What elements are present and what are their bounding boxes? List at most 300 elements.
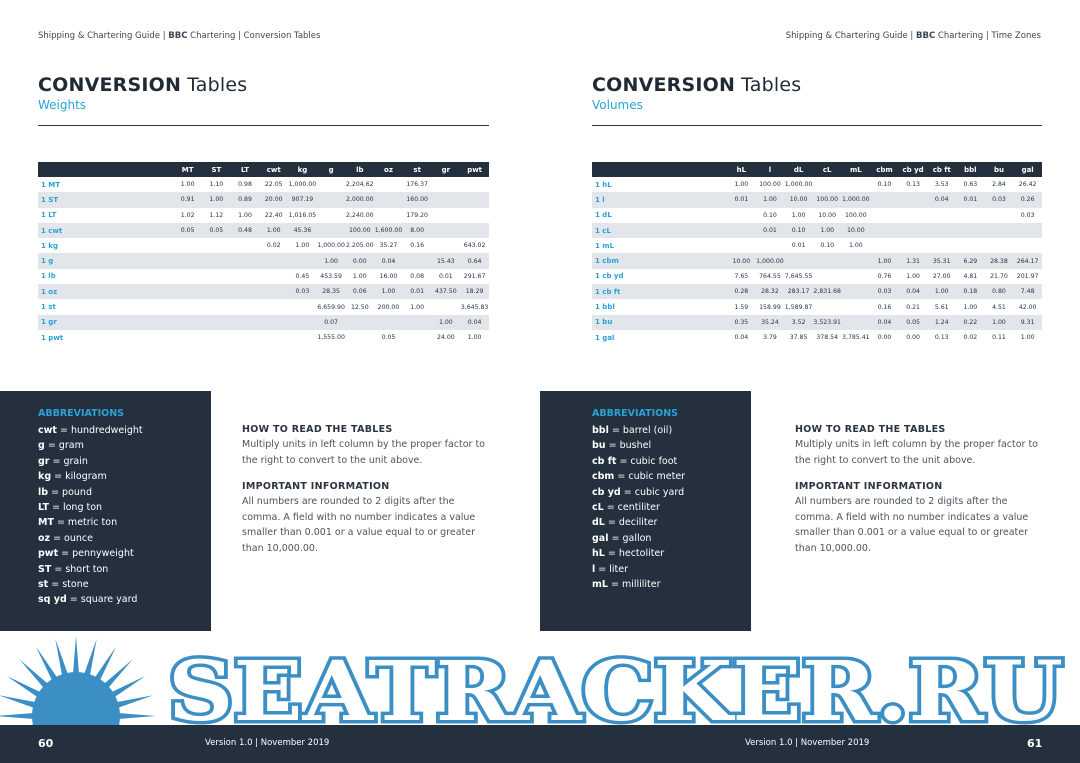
table-cell: 176.37 — [406, 181, 428, 189]
running-head: Shipping & Chartering Guide | BBC Chartering | Time Zones — [785, 31, 1041, 41]
row-label: 1 gal — [595, 333, 615, 342]
abbreviation-meaning: = gram — [44, 440, 84, 452]
table-cell — [345, 330, 374, 345]
row-label: 1 cL — [592, 223, 727, 238]
table-cell: 0.28 — [727, 284, 756, 299]
table-cell: 0.00 — [877, 334, 892, 342]
table-cell — [1013, 223, 1042, 238]
column-header: lb — [345, 162, 374, 177]
table-cell — [842, 299, 871, 314]
table-cell: 0.05 — [202, 223, 231, 238]
table-row — [38, 223, 489, 238]
table-cell — [374, 177, 403, 192]
table-cell: 2,204.62 — [346, 181, 374, 189]
column-header: MT — [173, 162, 202, 177]
table-cell: 3.79 — [763, 334, 777, 342]
table-cell: 28.32 — [756, 284, 785, 299]
abbreviation-key: gal — [592, 532, 609, 544]
abbreviation-item — [38, 423, 211, 438]
abbreviation-meaning: = pound — [48, 486, 92, 498]
table-cell: 200.00 — [377, 303, 400, 311]
row-label: 1 LT — [41, 211, 57, 220]
how-to-read-heading: HOW TO READ THE TABLES — [795, 424, 946, 435]
table-cell — [231, 284, 260, 299]
table-cell: 24.00 — [437, 334, 455, 342]
table-cell: 1.12 — [209, 211, 224, 219]
abbreviation-key: l — [592, 563, 596, 575]
table-cell — [259, 253, 288, 268]
table-cell — [956, 208, 985, 223]
table-cell: 0.10 — [820, 242, 835, 250]
table-cell: 2,000.00 — [345, 192, 374, 207]
table-cell: 1.00 — [374, 284, 403, 299]
table-cell — [899, 223, 928, 238]
row-label: 1 lb — [41, 272, 56, 281]
abbreviation-item — [592, 546, 751, 561]
table-cell — [403, 253, 432, 268]
table-cell: 1.24 — [927, 315, 956, 330]
table-cell: 1,555.00 — [317, 334, 345, 342]
table-cell: 291.67 — [463, 272, 486, 280]
table-cell: 1.00 — [906, 272, 920, 280]
table-row — [38, 330, 489, 345]
table-cell — [288, 253, 317, 268]
page-title: CONVERSION Tables — [38, 74, 248, 96]
table-row — [592, 238, 1042, 253]
table-cell — [460, 192, 489, 207]
sun-ray — [84, 639, 97, 677]
table-cell: 0.03 — [870, 284, 899, 299]
table-cell — [202, 315, 231, 330]
table-cell: 1.00 — [813, 223, 842, 238]
table-cell: 4.81 — [963, 272, 978, 280]
row-label: 1 hL — [595, 180, 612, 189]
abbreviation-key: sq yd — [38, 594, 67, 606]
table-cell: 100.00 — [345, 223, 374, 238]
table-cell: 0.05 — [899, 315, 928, 330]
table-cell: 2,831.68 — [813, 284, 842, 299]
table-cell: 0.04 — [899, 284, 928, 299]
row-label: 1 cbm — [592, 253, 727, 268]
row-label: 1 bbl — [595, 303, 615, 312]
abbreviation-key: cwt — [38, 425, 57, 436]
abbreviation-meaning: = ounce — [50, 532, 93, 544]
abbreviations-list — [592, 423, 751, 592]
table-cell — [288, 299, 317, 314]
important-info-text: All numbers are rounded to 2 digits after the comma. A field with no number indicates a value smaller than 0.001 or a value equal to or greater than 10,000.00. — [795, 496, 1029, 554]
table-cell — [345, 315, 374, 330]
weights-conversion-table — [38, 162, 489, 345]
table-cell — [432, 299, 461, 314]
table-cell: 1,000.00 — [842, 192, 871, 207]
column-header: cbm — [870, 162, 899, 177]
table-cell — [842, 253, 871, 268]
table-cell: 9.31 — [1013, 315, 1042, 330]
table-cell — [288, 315, 317, 330]
abbreviation-meaning: = barrel (oil) — [608, 425, 673, 436]
table-cell: 100.00 — [813, 192, 842, 207]
table-cell: 0.05 — [173, 223, 202, 238]
abbreviation-meaning: = metric ton — [53, 517, 118, 529]
abbreviation-item — [592, 577, 751, 592]
table-cell — [432, 192, 461, 207]
row-label: 1 pwt — [41, 333, 64, 342]
page-subtitle: Volumes — [592, 98, 643, 112]
table-cell — [231, 299, 260, 314]
table-cell — [374, 315, 403, 330]
abbreviations-list — [38, 423, 211, 608]
column-header — [592, 162, 727, 177]
abbreviation-meaning: = short ton — [51, 563, 109, 575]
table-cell — [956, 223, 985, 238]
table-cell: 45.36 — [288, 223, 317, 238]
table-cell: 21.70 — [990, 272, 1008, 280]
table-cell: 27.00 — [932, 272, 951, 280]
abbreviation-key: cb yd — [592, 486, 621, 498]
running-head: Shipping & Chartering Guide | BBC Chartering | Conversion Tables — [38, 31, 321, 41]
table-cell: 1.00 — [927, 284, 956, 299]
abbreviation-meaning: = pennyweight — [58, 548, 134, 560]
abbreviations-panel — [0, 391, 211, 631]
row-label: 1 MT — [41, 180, 61, 189]
table-cell — [231, 238, 260, 253]
abbreviation-meaning: = gallon — [608, 532, 652, 544]
abbreviation-meaning: = square yard — [66, 594, 138, 606]
table-cell: 16.00 — [379, 272, 398, 280]
table-row — [38, 177, 489, 192]
important-info-heading: IMPORTANT INFORMATION — [242, 481, 390, 492]
table-cell — [173, 238, 202, 253]
sun-ray — [7, 676, 42, 698]
table-cell: 10.00 — [818, 211, 837, 219]
column-header: g — [317, 162, 346, 177]
table-cell: 1.00 — [963, 303, 978, 311]
table-cell: 35.24 — [756, 315, 785, 330]
table-header-row — [38, 162, 489, 177]
abbreviation-item — [592, 423, 751, 438]
table-cell: 7.48 — [1013, 284, 1042, 299]
table-cell: 0.02 — [266, 242, 281, 250]
table-cell: 12.50 — [350, 303, 369, 311]
table-row — [38, 299, 489, 314]
row-label: 1 g — [38, 253, 173, 268]
abbreviation-meaning: = hectoliter — [604, 548, 665, 560]
page-number-right: 61 — [1027, 737, 1043, 750]
table-cell: 22.05 — [264, 181, 283, 189]
table-cell: 1.00 — [295, 242, 310, 250]
sun-ray — [116, 695, 154, 708]
title-divider — [592, 125, 1042, 126]
table-cell: 0.16 — [877, 303, 892, 311]
abbreviation-item — [592, 438, 751, 453]
column-header: dL — [784, 162, 813, 177]
table-cell — [727, 223, 756, 238]
table-cell — [173, 253, 202, 268]
table-cell — [1013, 238, 1042, 253]
table-cell — [842, 269, 871, 284]
table-row — [38, 208, 489, 223]
sun-ray — [36, 647, 58, 682]
table-row — [38, 192, 489, 207]
table-cell: 6,659.90 — [317, 303, 345, 311]
column-header: LT — [231, 162, 260, 177]
column-header: cwt — [259, 162, 288, 177]
row-label: 1 ST — [38, 192, 173, 207]
table-cell: 28.38 — [985, 253, 1014, 268]
table-cell: 20.00 — [259, 192, 288, 207]
abbreviation-key: cbm — [592, 471, 615, 483]
abbreviation-meaning: = kilogram — [51, 471, 107, 483]
abbreviation-item — [592, 454, 751, 469]
table-cell: 0.01 — [403, 284, 432, 299]
important-info-text: All numbers are rounded to 2 digits after the comma. A field with no number indicates a value smaller than 0.001 or a value equal to or greater than 10,000.00. — [242, 496, 476, 554]
table-cell — [202, 284, 231, 299]
table-cell — [173, 284, 202, 299]
table-cell — [231, 315, 260, 330]
table-cell — [317, 192, 346, 207]
table-cell: 10.00 — [842, 223, 871, 238]
abbreviation-item — [38, 546, 211, 561]
row-label: 1 st — [41, 303, 56, 312]
table-cell: 8.00 — [403, 223, 432, 238]
table-cell: 3.53 — [934, 181, 949, 189]
row-label: 1 l — [592, 192, 727, 207]
table-cell: 283.17 — [784, 284, 813, 299]
abbreviation-item — [38, 562, 211, 577]
table-cell — [813, 269, 842, 284]
table-cell: 0.16 — [410, 242, 425, 250]
column-header: ST — [202, 162, 231, 177]
abbreviation-meaning: = milliliter — [607, 579, 661, 591]
table-cell: 264.17 — [1013, 253, 1042, 268]
table-cell: 0.03 — [985, 192, 1014, 207]
page-subtitle: Weights — [38, 98, 87, 112]
page-title: CONVERSION Tables — [592, 74, 802, 96]
table-cell — [727, 238, 756, 253]
abbreviation-item — [592, 515, 751, 530]
table-cell: 2,240.00 — [346, 211, 374, 219]
abbreviation-meaning: = centiliter — [603, 502, 660, 514]
table-cell: 1.00 — [202, 192, 231, 207]
table-row — [38, 269, 489, 284]
table-cell: 643.02 — [463, 242, 486, 250]
table-cell: 26.42 — [1018, 181, 1037, 189]
table-cell: 0.89 — [231, 192, 260, 207]
row-label: 1 oz — [38, 284, 173, 299]
abbreviations-title: ABBREVIATIONS — [592, 408, 679, 419]
table-cell — [288, 330, 317, 345]
abbreviation-meaning: = cubic yard — [620, 486, 685, 498]
table-cell — [899, 192, 928, 207]
sun-ray — [55, 639, 68, 677]
table-cell: 0.06 — [345, 284, 374, 299]
abbreviation-item — [38, 515, 211, 530]
table-cell: 2.205.00 — [346, 242, 374, 250]
table-cell: 0.10 — [877, 181, 892, 189]
version-right: Version 1.0 | November 2019 — [745, 738, 870, 748]
abbreviations-panel — [540, 391, 751, 631]
table-cell — [927, 208, 956, 223]
abbreviation-key: bbl — [592, 425, 609, 436]
table-cell — [899, 238, 928, 253]
table-row — [38, 238, 489, 253]
row-label: 1 kg — [41, 241, 58, 250]
watermark-text: SEATRACKER.RU — [168, 644, 1063, 725]
table-cell: 0.91 — [173, 192, 202, 207]
table-cell: 7.65 — [734, 272, 749, 280]
abbreviation-meaning: = cubic meter — [614, 471, 686, 483]
table-cell — [231, 269, 260, 284]
table-cell — [202, 253, 231, 268]
abbreviation-item — [38, 438, 211, 453]
table-cell: 1.00 — [238, 211, 252, 219]
column-header: oz — [374, 162, 403, 177]
row-label: 1 cb ft — [592, 284, 727, 299]
table-cell: 0.18 — [956, 284, 985, 299]
table-cell — [813, 177, 842, 192]
table-cell: 0.13 — [906, 181, 920, 189]
table-cell: 1.59 — [734, 303, 749, 311]
abbreviation-item — [592, 531, 751, 546]
table-cell — [985, 223, 1014, 238]
table-cell — [259, 269, 288, 284]
column-header: gal — [1013, 162, 1042, 177]
row-label: 1 cb yd — [595, 272, 624, 281]
abbreviation-meaning: = stone — [48, 579, 89, 591]
table-cell: 1,016.05 — [288, 211, 317, 219]
table-cell — [231, 253, 260, 268]
column-header: kg — [288, 162, 317, 177]
table-cell — [985, 208, 1014, 223]
column-header — [38, 162, 173, 177]
table-cell — [173, 315, 202, 330]
sun-ray — [73, 636, 79, 674]
watermark-graphic — [0, 630, 1080, 725]
table-cell — [784, 253, 813, 268]
table-cell — [259, 284, 288, 299]
watermark-band — [0, 630, 1080, 725]
table-cell — [756, 238, 785, 253]
column-header: bbl — [956, 162, 985, 177]
table-cell: 1.31 — [899, 253, 928, 268]
table-cell — [432, 208, 461, 223]
table-cell: 0.35 — [727, 315, 756, 330]
table-cell: 0.80 — [985, 284, 1014, 299]
important-info-heading: IMPORTANT INFORMATION — [795, 481, 943, 492]
table-cell — [899, 208, 928, 223]
table-cell: 0.13 — [934, 334, 949, 342]
table-cell — [842, 284, 871, 299]
abbreviation-key: hL — [592, 548, 605, 560]
table-cell: 0.04 — [374, 253, 403, 268]
row-label: 1 mL — [595, 241, 615, 250]
column-header: bu — [985, 162, 1014, 177]
table-cell — [317, 223, 346, 238]
table-cell: 7,645.55 — [784, 272, 813, 280]
table-row — [592, 315, 1042, 330]
table-row — [592, 223, 1042, 238]
table-cell: 0.04 — [927, 192, 956, 207]
table-cell: 0.48 — [231, 223, 260, 238]
table-cell: 1.10 — [209, 181, 224, 189]
abbreviation-key: oz — [38, 532, 51, 544]
table-row — [38, 284, 489, 299]
table-cell — [870, 223, 899, 238]
table-cell: 42.00 — [1018, 303, 1037, 311]
table-cell: 0.10 — [763, 211, 777, 219]
table-cell: 5.61 — [934, 303, 949, 311]
table-cell: 0.26 — [1013, 192, 1042, 207]
table-cell: 2.84 — [992, 181, 1006, 189]
table-cell: 0.07 — [317, 315, 346, 330]
abbreviation-key: gr — [38, 455, 50, 467]
table-cell: 3,645.83 — [460, 303, 489, 311]
table-cell: 0.21 — [906, 303, 920, 311]
table-cell: 1.00 — [1020, 334, 1035, 342]
table-cell: 0.04 — [460, 315, 489, 330]
table-cell — [403, 330, 432, 345]
abbreviation-meaning: = hundredweight — [56, 425, 143, 436]
table-cell — [927, 238, 956, 253]
table-cell — [317, 208, 346, 223]
version-left: Version 1.0 | November 2019 — [205, 738, 330, 748]
table-cell: 0.04 — [734, 334, 749, 342]
row-label: 1 dL — [595, 211, 612, 220]
info-block — [242, 424, 492, 569]
table-cell — [432, 177, 461, 192]
volumes-conversion-table — [592, 162, 1042, 345]
table-cell — [173, 299, 202, 314]
title-divider — [38, 125, 489, 126]
table-cell: 0.64 — [460, 253, 489, 268]
table-cell: 10.00 — [727, 253, 756, 268]
table-cell: 1.00 — [432, 315, 461, 330]
table-cell: 35.31 — [927, 253, 956, 268]
column-header: cL — [813, 162, 842, 177]
table-cell — [870, 192, 899, 207]
column-header: mL — [842, 162, 871, 177]
abbreviation-item — [38, 485, 211, 500]
table-cell — [870, 208, 899, 223]
column-header: cb yd — [899, 162, 928, 177]
table-cell: 378.54 — [816, 334, 839, 342]
table-cell: 201.97 — [1016, 272, 1039, 280]
table-cell: 1.00 — [734, 181, 749, 189]
table-cell: 100.00 — [845, 211, 867, 219]
table-cell: 4.51 — [992, 303, 1006, 311]
table-cell: 15.43 — [432, 253, 461, 268]
abbreviation-key: ST — [38, 563, 52, 575]
table-cell — [259, 299, 288, 314]
table-cell: 1,600.00 — [374, 223, 403, 238]
footer-bar — [0, 725, 1080, 763]
sun-ray — [94, 647, 116, 682]
abbreviation-key: LT — [38, 502, 49, 514]
table-cell — [374, 208, 403, 223]
table-cell — [985, 238, 1014, 253]
abbreviation-meaning: = cubic foot — [616, 455, 678, 467]
table-cell: 28.35 — [317, 284, 346, 299]
column-header: st — [403, 162, 432, 177]
table-cell — [460, 208, 489, 223]
table-cell — [870, 238, 899, 253]
abbreviation-item — [592, 485, 751, 500]
row-label: 1 gr — [38, 315, 173, 330]
table-cell — [202, 269, 231, 284]
table-cell: 3,523.91 — [813, 315, 842, 330]
table-cell: 1,000.00 — [784, 181, 813, 189]
table-cell: 1.00 — [352, 272, 367, 280]
